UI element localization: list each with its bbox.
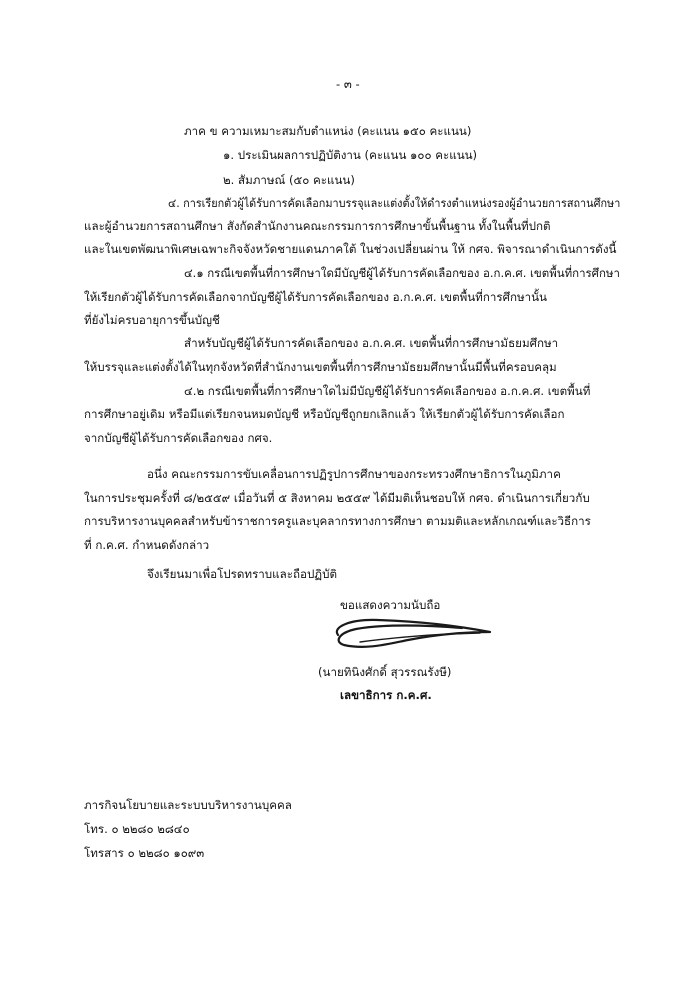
footer-department: ภารกิจนโยบายและระบบบริหารงานบุคคล <box>84 798 292 812</box>
salutation: ขอแสดงความนับถือ <box>340 598 441 612</box>
section-4-1-line-1: ๔.๑ กรณีเขตพื้นที่การศึกษาใดมีบัญชีผู้ได้รับการคัดเลือกของ อ.ก.ค.ศ. เขตพื้นที่การศึกษา <box>184 266 620 280</box>
section-4-line-3: และในเขตพัฒนาพิเศษเฉพาะกิจจังหวัดชายแดนภาคใต้ ในช่วงเปลี่ยนผ่าน ให้ กศจ. พิจารณาดำเนินการดังนี้ <box>84 242 617 256</box>
footer-fax: โทรสาร ๐ ๒๒๘๐ ๑๐๙๓ <box>84 846 205 860</box>
section-4-2-line-2: การศึกษาอยู่เดิม หรือมีแต่เรียกจนหมดบัญชี หรือบัญชีถูกยกเลิกแล้ว ให้เรียกตัวผู้ได้รับการคัดเลือก <box>84 407 565 421</box>
secondary-line-1: สำหรับบัญชีผู้ได้รับการคัดเลือกของ อ.ก.ค.ศ. เขตพื้นที่การศึกษามัธยมศึกษา <box>184 336 559 350</box>
note-line-3: การบริหารงานบุคคลสำหรับข้าราชการครูและบุคลากรทางการศึกษา ตามมติและหลักเกณฑ์และวิธีการ <box>84 514 591 528</box>
section-4-2-line-1: ๔.๒ กรณีเขตพื้นที่การศึกษาใดไม่มีบัญชีผู้ได้รับการคัดเลือกของ อ.ก.ค.ศ. เขตพื้นที่ <box>184 384 591 398</box>
signer-name: (นายทินิงศักดิ์ สุวรรณรังษี) <box>318 665 452 679</box>
part-b-item-1: ๑. ประเมินผลการปฏิบัติงาน (คะแนน ๑๐๐ คะแนน) <box>223 148 478 162</box>
secondary-line-2: ให้บรรจุและแต่งตั้งได้ในทุกจังหวัดที่สำนักงานเขตพื้นที่การศึกษามัธยมศึกษานั้นมีพื้นที่ครอบคลุม <box>84 360 557 374</box>
section-4-1-line-2: ให้เรียกตัวผู้ได้รับการคัดเลือกจากบัญชีผู้ได้รับการคัดเลือกของ อ.ก.ค.ศ. เขตพื้นที่การศึกษานั้น <box>84 290 547 304</box>
signer-position: เลขาธิการ ก.ค.ศ. <box>340 688 432 702</box>
part-b-item-2: ๒. สัมภาษณ์ (๕๐ คะแนน) <box>223 173 355 187</box>
section-4-2-line-3: จากบัญชีผู้ได้รับการคัดเลือกของ กศจ. <box>84 431 273 445</box>
page-number: - ๓ - <box>336 77 360 91</box>
section-4-1-line-3: ที่ยังไม่ครบอายุการขึ้นบัญชี <box>84 313 220 327</box>
section-4-line-2: และผู้อำนวยการสถานศึกษา สังกัดสำนักงานคณะกรรมการการศึกษาขั้นพื้นฐาน ทั้งในพื้นที่ปกติ <box>84 219 551 233</box>
closing-sentence: จึงเรียนมาเพื่อโปรดทราบและถือปฏิบัติ <box>147 567 337 581</box>
note-line-4: ที่ ก.ค.ศ. กำหนดดังกล่าว <box>84 538 210 552</box>
footer-phone: โทร. ๐ ๒๒๘๐ ๒๘๔๐ <box>84 822 190 836</box>
signature <box>330 613 500 665</box>
section-4-line-1: ๔. การเรียกตัวผู้ได้รับการคัดเลือกมาบรรจุและแต่งตั้งให้ดำรงตำแหน่งรองผู้อำนวยการสถานศึกษา <box>168 196 621 210</box>
note-line-1: อนึ่ง คณะกรรมการขับเคลื่อนการปฏิรูปการศึกษาของกระทรวงศึกษาธิการในภูมิภาค <box>147 467 561 481</box>
part-b-heading: ภาค ข ความเหมาะสมกับตำแหน่ง (คะแนน ๑๕๐ คะแนน) <box>184 124 472 138</box>
note-line-2: ในการประชุมครั้งที่ ๘/๒๕๕๙ เมื่อวันที่ ๕ สิงหาคม ๒๕๕๙ ได้มีมติเห็นชอบให้ กศจ. ดำเนินการเกี่ยวกับ <box>84 491 590 505</box>
